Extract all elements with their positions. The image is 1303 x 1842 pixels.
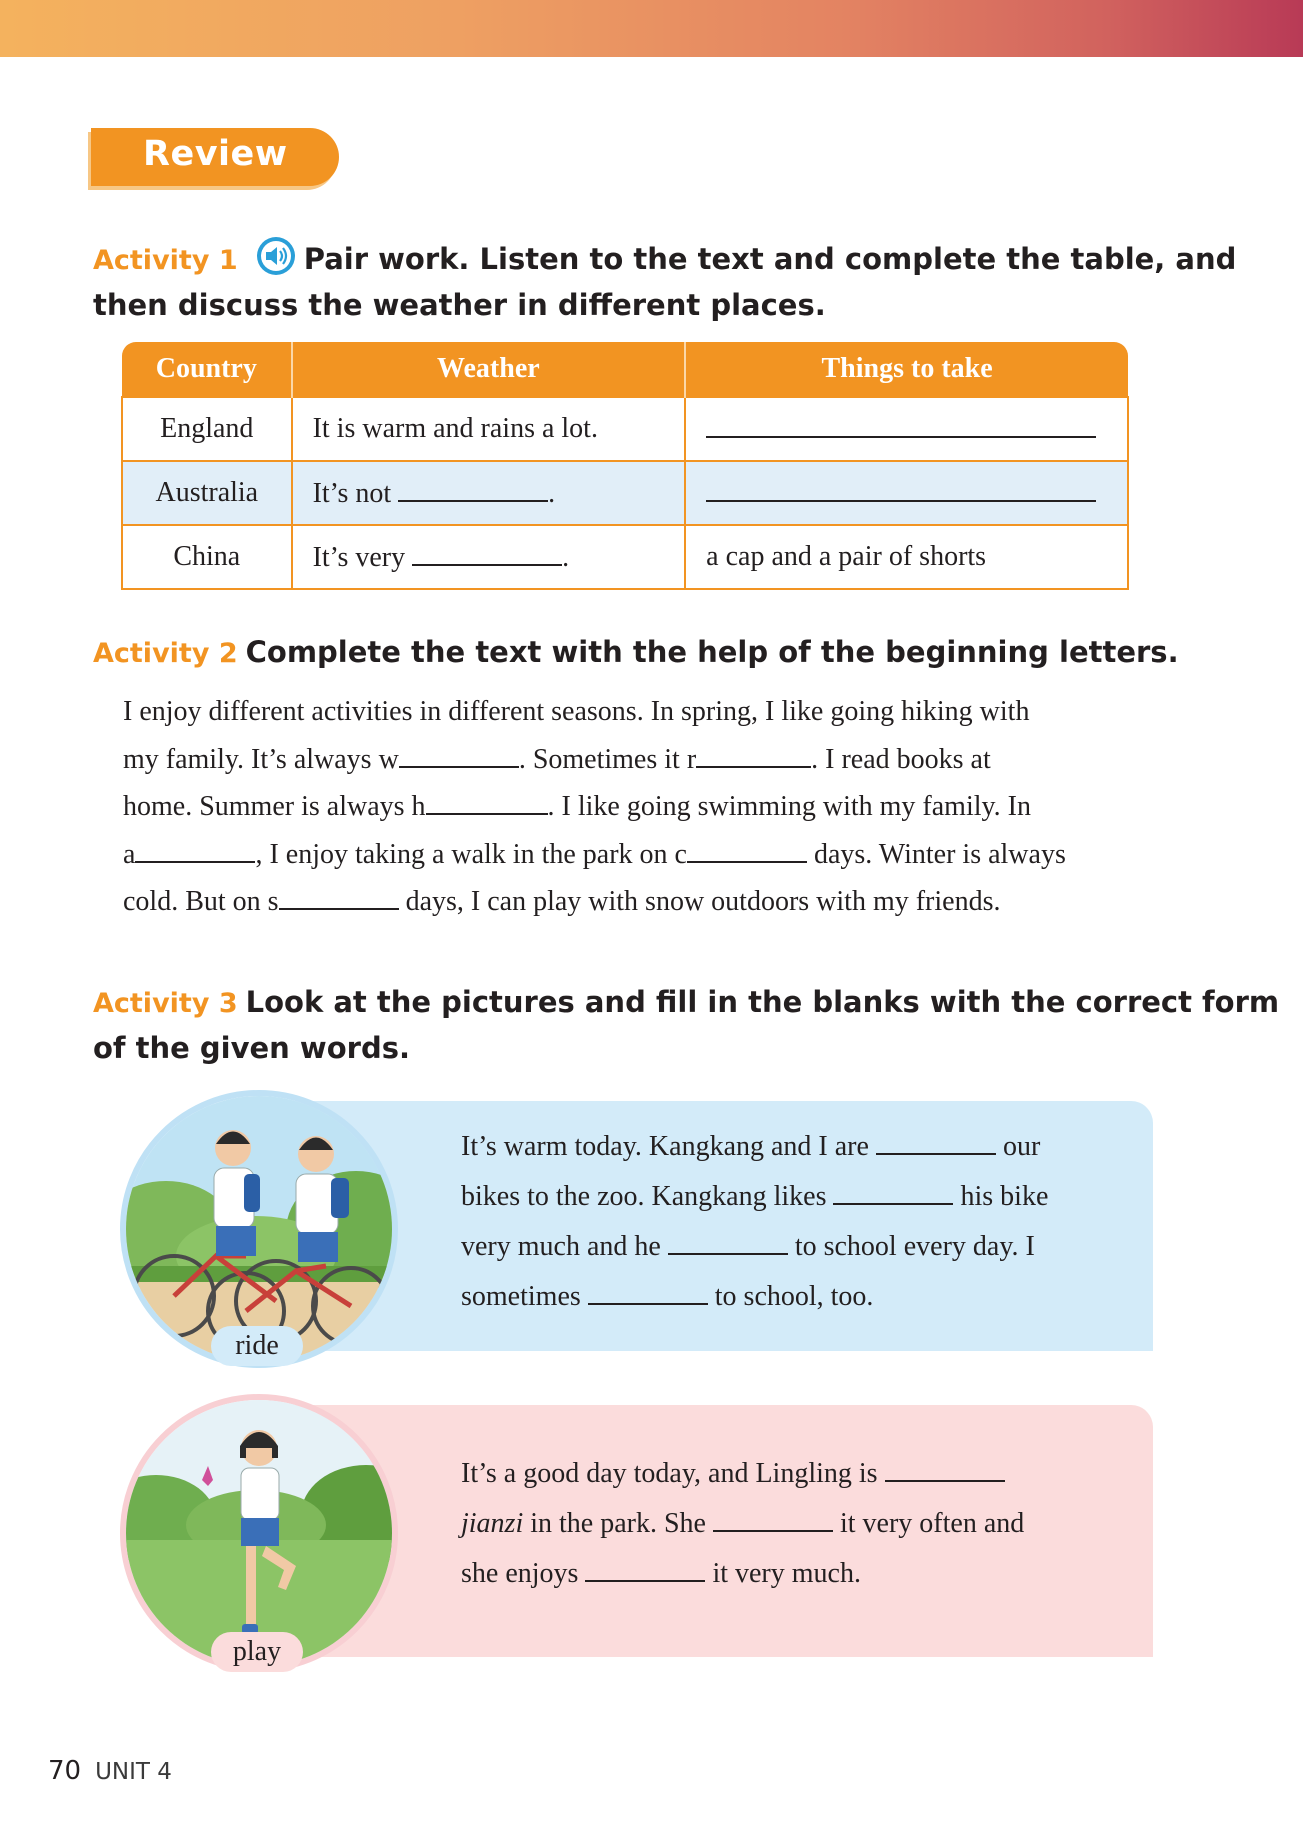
paragraph-line <box>123 878 1111 926</box>
cell-country: China <box>122 525 292 589</box>
text-segment: his bike <box>953 1181 1049 1212</box>
activity3-heading <box>93 980 1279 1071</box>
activity2-paragraph <box>123 688 1111 926</box>
unit-label: UNIT 4 <box>95 1759 172 1785</box>
table-row <box>122 461 1128 525</box>
text-segment: a <box>123 838 136 870</box>
text-segment: very much and he <box>461 1231 661 1262</box>
table-header-row <box>122 342 1128 397</box>
cell-things <box>685 397 1128 461</box>
header-things-to-take: Things to take <box>685 342 1128 397</box>
activity3-instruction-line2: of the given words. <box>93 1031 410 1065</box>
answer-blank[interactable] <box>876 1129 996 1155</box>
text-segment: it very often and <box>832 1508 1025 1539</box>
table-row <box>122 525 1128 589</box>
text-segment: to school, too. <box>707 1281 874 1312</box>
text-segment: It’s a good day today, and Lingling is <box>461 1458 878 1489</box>
answer-blank[interactable] <box>833 1179 953 1205</box>
answer-blank[interactable] <box>135 837 255 863</box>
given-word-ride: ride <box>211 1326 303 1366</box>
exercise-line <box>461 1449 1086 1499</box>
text-segment: I enjoy different activities in different seasons. In spring, I like going hiking with <box>123 696 1030 727</box>
answer-blank[interactable] <box>585 1556 705 1582</box>
given-word-play: play <box>211 1632 303 1672</box>
cell-weather <box>292 397 686 461</box>
weather-table <box>121 342 1129 590</box>
activity3-label: Activity 3 <box>93 988 238 1019</box>
paragraph-line <box>123 831 1111 879</box>
cell-things: a cap and a pair of shorts <box>685 525 1128 589</box>
activity1-instruction-line2: then discuss the weather in different places. <box>93 288 826 322</box>
activity1-label: Activity 1 <box>93 245 238 276</box>
answer-blank[interactable] <box>696 742 811 768</box>
answer-blank[interactable] <box>706 412 1096 438</box>
answer-blank[interactable] <box>279 884 399 910</box>
answer-blank[interactable] <box>588 1279 708 1305</box>
activity2-instruction: Complete the text with the help of the beginning letters. <box>245 635 1179 669</box>
table-row <box>122 397 1128 461</box>
exercise-line <box>461 1172 1086 1222</box>
text-segment: bikes to the zoo. Kangkang likes <box>461 1181 827 1212</box>
exercise-line <box>461 1499 1086 1549</box>
answer-blank[interactable] <box>412 540 562 566</box>
answer-blank[interactable] <box>399 742 519 768</box>
answer-blank[interactable] <box>668 1229 788 1255</box>
paragraph-line <box>123 736 1111 784</box>
cell-weather <box>292 461 686 525</box>
weather-text: It’s not <box>312 478 392 509</box>
answer-blank[interactable] <box>885 1456 1005 1482</box>
cell-things <box>685 461 1128 525</box>
answer-blank[interactable] <box>713 1506 833 1532</box>
answer-blank[interactable] <box>706 476 1096 502</box>
text-segment: home. Summer is always h <box>123 791 426 822</box>
exercise-line <box>461 1549 1086 1599</box>
text-segment: my family. It’s always w <box>123 743 399 775</box>
review-section-tag <box>91 128 339 186</box>
cell-country: Australia <box>122 461 292 525</box>
top-gradient-bar <box>0 0 1303 57</box>
ride-exercise-text <box>461 1122 1086 1322</box>
text-segment: our <box>995 1131 1041 1162</box>
activity2-label: Activity 2 <box>93 638 238 669</box>
text-segment: sometimes <box>461 1281 581 1312</box>
page-footer <box>48 1756 172 1786</box>
text-segment: it very much. <box>705 1558 861 1589</box>
weather-text: It is warm and rains a lot. <box>312 413 598 444</box>
paragraph-line <box>123 783 1111 831</box>
text-segment: . I like going swimming with my family. In <box>547 791 1032 822</box>
text-segment: cold. But on s <box>123 886 279 917</box>
exercise-line <box>461 1122 1086 1172</box>
exercise-line <box>461 1272 1086 1322</box>
text-segment: , I enjoy taking a walk in the park on c <box>255 838 687 870</box>
play-exercise-text <box>461 1449 1086 1599</box>
answer-blank[interactable] <box>687 837 807 863</box>
weather-text-end: . <box>562 542 570 573</box>
text-segment: . Sometimes it r <box>518 743 697 775</box>
weather-text-end: . <box>548 478 556 509</box>
page-number: 70 <box>48 1756 82 1786</box>
header-country: Country <box>122 342 292 397</box>
activity2-heading <box>93 630 1179 676</box>
audio-speaker-icon[interactable] <box>256 236 296 276</box>
answer-blank[interactable] <box>426 789 548 815</box>
text-segment: to school every day. I <box>787 1231 1035 1262</box>
header-weather: Weather <box>292 342 686 397</box>
cell-weather <box>292 525 686 589</box>
answer-blank[interactable] <box>398 476 548 502</box>
text-segment: in the park. She <box>523 1508 706 1539</box>
exercise-line <box>461 1222 1086 1272</box>
review-tag-label: Review <box>143 134 288 174</box>
cell-country: England <box>122 397 292 461</box>
text-segment-italic: jianzi <box>461 1508 524 1539</box>
text-segment: she enjoys <box>461 1558 579 1589</box>
text-segment: . I read books at <box>811 743 991 775</box>
girl-playing-jianzi-illustration <box>120 1394 398 1672</box>
text-segment: It’s warm today. Kangkang and I are <box>461 1131 869 1162</box>
text-segment: days, I can play with snow outdoors with my friends. <box>398 886 1001 917</box>
weather-text: It’s very <box>312 542 406 573</box>
paragraph-line <box>123 688 1111 736</box>
activity3-instruction-line1: Look at the pictures and fill in the blanks with the correct form <box>245 985 1280 1019</box>
activity1-heading <box>93 236 1236 328</box>
activity1-instruction-line1: Pair work. Listen to the text and complete the table, and <box>303 242 1237 276</box>
text-segment: days. Winter is always <box>806 838 1066 870</box>
